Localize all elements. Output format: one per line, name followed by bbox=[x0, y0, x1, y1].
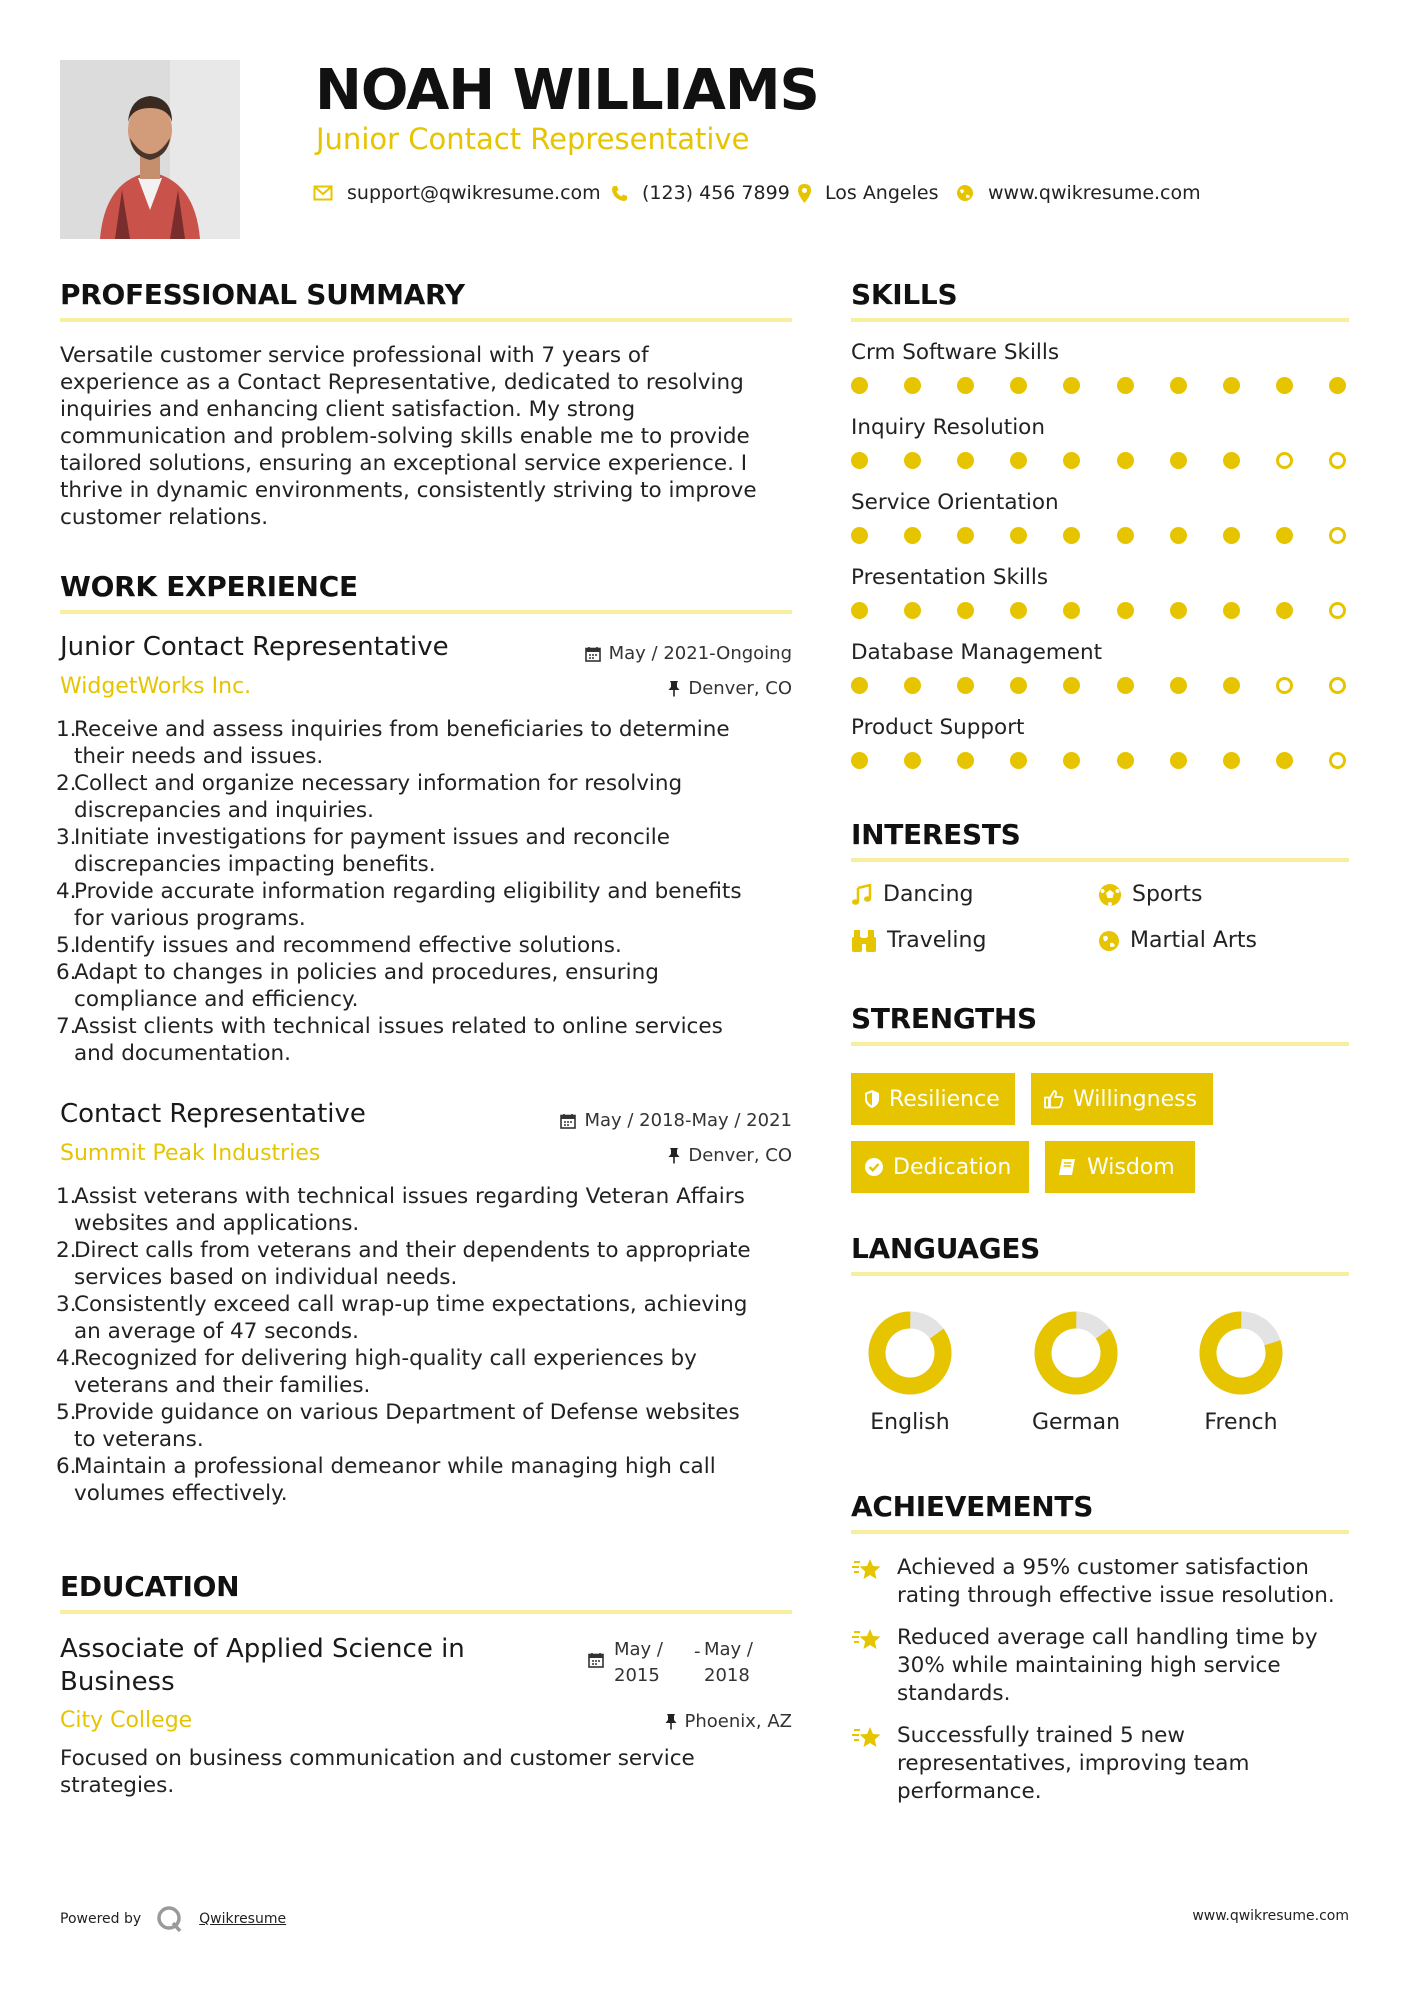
experience-divider bbox=[60, 610, 792, 614]
list-item: 3. Initiate investigations for payment issues and reconcile discrepancies impacting benefits. bbox=[56, 825, 670, 877]
rating-dot bbox=[1117, 452, 1134, 469]
star-icon bbox=[851, 1626, 883, 1654]
job-date: May / 2018-May / 2021 bbox=[560, 1110, 792, 1131]
strengths-heading: STRENGTHS bbox=[851, 1002, 1037, 1035]
rating-dot bbox=[1170, 752, 1187, 769]
achievements-heading: ACHIEVEMENTS bbox=[851, 1490, 1094, 1523]
globe-icon bbox=[1098, 930, 1120, 952]
rating-dot bbox=[1329, 527, 1346, 544]
list-item: 6. Adapt to changes in policies and procedures, ensuring compliance and efficiency. bbox=[56, 960, 659, 1012]
strengths-divider bbox=[851, 1042, 1349, 1046]
language-name: French bbox=[1204, 1410, 1278, 1435]
skill-item bbox=[851, 715, 1351, 790]
languages-heading: LANGUAGES bbox=[851, 1232, 1041, 1265]
education-divider bbox=[60, 1610, 792, 1614]
phone-text: (123) 456 7899 bbox=[642, 182, 790, 204]
check-circle-icon bbox=[864, 1157, 884, 1177]
rating-dot bbox=[1170, 452, 1187, 469]
rating-dot bbox=[904, 452, 921, 469]
rating-dot bbox=[1276, 452, 1293, 469]
rating-dot bbox=[1329, 377, 1346, 394]
email-text: support@qwikresume.com bbox=[347, 182, 601, 204]
list-item: 7. Assist clients with technical issues related to online services and documentation. bbox=[56, 1014, 723, 1066]
rating-dot bbox=[1117, 677, 1134, 694]
skill-name: Presentation Skills bbox=[851, 565, 1049, 590]
rating-dot bbox=[1329, 452, 1346, 469]
skill-rating bbox=[851, 752, 1346, 769]
rating-dot bbox=[1010, 527, 1027, 544]
school-name: City College bbox=[60, 1708, 193, 1733]
list-item: 4. Provide accurate information regarding eligibility and benefits for various programs. bbox=[56, 879, 742, 931]
gauge-fill bbox=[865, 1308, 955, 1398]
envelope-icon bbox=[313, 185, 333, 201]
language-gauge bbox=[1196, 1308, 1286, 1398]
language-name: English bbox=[870, 1410, 950, 1435]
rating-dot bbox=[1276, 677, 1293, 694]
languages-divider bbox=[851, 1272, 1349, 1276]
skill-name: Inquiry Resolution bbox=[851, 415, 1045, 440]
book-icon bbox=[1058, 1157, 1078, 1177]
language-gauge bbox=[1031, 1308, 1121, 1398]
rating-dot bbox=[1170, 602, 1187, 619]
rating-dot bbox=[1329, 677, 1346, 694]
interest-sports: Sports bbox=[1098, 882, 1203, 907]
gauge-fill bbox=[1031, 1308, 1121, 1398]
footer-branding bbox=[60, 1904, 286, 1934]
rating-dot bbox=[904, 677, 921, 694]
rating-dot bbox=[1329, 602, 1346, 619]
skills-divider bbox=[851, 318, 1349, 322]
experience-heading: WORK EXPERIENCE bbox=[60, 570, 358, 603]
degree-title: Associate of Applied Science in Business bbox=[60, 1634, 465, 1697]
rating-dot bbox=[1063, 602, 1080, 619]
achievement-item: Successfully trained 5 new representatives, improving team performance. bbox=[851, 1722, 1351, 1806]
rating-dot bbox=[904, 527, 921, 544]
strength-willingness: Willingness bbox=[1031, 1073, 1213, 1125]
rating-dot bbox=[1117, 377, 1134, 394]
achievements-divider bbox=[851, 1530, 1349, 1534]
candidate-name: NOAH WILLIAMS bbox=[315, 58, 819, 123]
list-item: 2. Direct calls from veterans and their dependents to appropriate services based on individual needs. bbox=[56, 1238, 751, 1290]
qwikresume-logo-icon bbox=[155, 1904, 185, 1934]
rating-dot bbox=[1010, 452, 1027, 469]
phone-icon bbox=[611, 185, 628, 202]
globe-icon bbox=[956, 184, 974, 202]
list-item: 2. Collect and organize necessary information for resolving discrepancies and inquiries. bbox=[56, 771, 683, 823]
skills-list bbox=[851, 340, 1351, 790]
job-responsibilities bbox=[56, 716, 796, 1067]
education-heading: EDUCATION bbox=[60, 1570, 240, 1603]
list-item: 5. Provide guidance on various Department of Defense websites to veterans. bbox=[56, 1400, 740, 1452]
contact-location bbox=[798, 178, 938, 208]
rating-dot bbox=[1063, 452, 1080, 469]
rating-dot bbox=[1063, 752, 1080, 769]
skill-name: Crm Software Skills bbox=[851, 340, 1060, 365]
interests-divider bbox=[851, 858, 1349, 862]
language-gauge bbox=[865, 1308, 955, 1398]
job-title: Junior Contact Representative bbox=[60, 632, 449, 662]
list-item: 5. Identify issues and recommend effective solutions. bbox=[56, 933, 622, 958]
contact-email[interactable] bbox=[313, 178, 601, 208]
interests-heading: INTERESTS bbox=[851, 818, 1021, 851]
rating-dot bbox=[1223, 452, 1240, 469]
shield-icon bbox=[864, 1089, 880, 1109]
pushpin-icon bbox=[668, 680, 680, 697]
skill-item bbox=[851, 340, 1351, 415]
rating-dot bbox=[1223, 377, 1240, 394]
rating-dot bbox=[1117, 602, 1134, 619]
skill-rating bbox=[851, 677, 1346, 694]
rating-dot bbox=[904, 377, 921, 394]
rating-dot bbox=[1117, 527, 1134, 544]
footer-website[interactable]: www.qwikresume.com bbox=[1192, 1908, 1349, 1924]
rating-dot bbox=[1010, 677, 1027, 694]
education-location: Phoenix, AZ bbox=[665, 1711, 793, 1732]
rating-dot bbox=[1276, 527, 1293, 544]
music-note-icon bbox=[851, 884, 873, 906]
rating-dot bbox=[851, 452, 868, 469]
rating-dot bbox=[1329, 752, 1346, 769]
summary-text: Versatile customer service professional with 7 years of experience as a Contact Representative, dedicated to resolving inquiries and enhancing client satisfaction. My strong communication and problem-solving skills enable me to provide tailored solutions, ensuring an exceptional service experience. I thrive in dynamic environments, consistently striving to improve customer relations. bbox=[60, 343, 757, 530]
rating-dot bbox=[851, 377, 868, 394]
rating-dot bbox=[1170, 677, 1187, 694]
calendar-icon bbox=[588, 1652, 604, 1668]
summary-heading: PROFESSIONAL SUMMARY bbox=[60, 278, 465, 311]
powered-by-text: Powered by bbox=[60, 1911, 142, 1927]
rating-dot bbox=[1276, 377, 1293, 394]
skill-rating bbox=[851, 527, 1346, 544]
job-company: WidgetWorks Inc. bbox=[60, 674, 252, 699]
star-icon bbox=[851, 1556, 883, 1584]
rating-dot bbox=[851, 602, 868, 619]
skill-rating bbox=[851, 452, 1346, 469]
soccer-ball-icon bbox=[1098, 883, 1122, 907]
skill-name: Service Orientation bbox=[851, 490, 1059, 515]
rating-dot bbox=[1010, 602, 1027, 619]
star-icon bbox=[851, 1724, 883, 1752]
thumbs-up-icon bbox=[1044, 1089, 1064, 1109]
job-location: Denver, CO bbox=[668, 1145, 792, 1166]
rating-dot bbox=[1063, 527, 1080, 544]
skill-item bbox=[851, 565, 1351, 640]
qwikresume-link[interactable]: Qwikresume bbox=[199, 1911, 287, 1927]
calendar-icon bbox=[560, 1113, 576, 1129]
interest-traveling: Traveling bbox=[851, 928, 986, 953]
list-item: 6. Maintain a professional demeanor while managing high call volumes effectively. bbox=[56, 1454, 716, 1506]
list-item: 1. Receive and assess inquiries from beneficiaries to determine their needs and issues. bbox=[56, 717, 730, 769]
interest-martial-arts: Martial Arts bbox=[1098, 928, 1257, 953]
list-item: 4. Recognized for delivering high-quality call experiences by veterans and their families. bbox=[56, 1346, 697, 1398]
skill-name: Product Support bbox=[851, 715, 1025, 740]
strength-resilience: Resilience bbox=[851, 1073, 1015, 1125]
rating-dot bbox=[957, 377, 974, 394]
rating-dot bbox=[1223, 602, 1240, 619]
rating-dot bbox=[1276, 602, 1293, 619]
rating-dot bbox=[904, 602, 921, 619]
rating-dot bbox=[851, 752, 868, 769]
binoculars-icon bbox=[851, 929, 877, 953]
rating-dot bbox=[957, 452, 974, 469]
calendar-icon bbox=[585, 646, 601, 662]
rating-dot bbox=[957, 752, 974, 769]
achievement-item: Achieved a 95% customer satisfaction rating through effective issue resolution. bbox=[851, 1554, 1351, 1610]
rating-dot bbox=[1063, 377, 1080, 394]
rating-dot bbox=[1223, 527, 1240, 544]
rating-dot bbox=[851, 527, 868, 544]
education-dates: May / 2015 - May / 2018 bbox=[588, 1637, 753, 1689]
rating-dot bbox=[957, 602, 974, 619]
rating-dot bbox=[851, 677, 868, 694]
rating-dot bbox=[1010, 752, 1027, 769]
rating-dot bbox=[1276, 752, 1293, 769]
education-description: Focused on business communication and customer service strategies. bbox=[60, 1746, 695, 1798]
skill-rating bbox=[851, 377, 1346, 394]
languages-list bbox=[851, 1308, 1349, 1448]
interest-dancing: Dancing bbox=[851, 882, 973, 907]
summary-divider bbox=[60, 318, 792, 322]
job-company: Summit Peak Industries bbox=[60, 1141, 321, 1166]
rating-dot bbox=[1223, 677, 1240, 694]
profile-photo bbox=[60, 60, 240, 239]
rating-dot bbox=[1063, 677, 1080, 694]
strength-wisdom: Wisdom bbox=[1045, 1141, 1195, 1193]
pushpin-icon bbox=[668, 1147, 680, 1164]
location-text: Los Angeles bbox=[825, 182, 939, 204]
rating-dot bbox=[1117, 752, 1134, 769]
rating-dot bbox=[957, 677, 974, 694]
pushpin-icon bbox=[665, 1713, 677, 1730]
skill-rating bbox=[851, 602, 1346, 619]
rating-dot bbox=[1170, 377, 1187, 394]
skill-item bbox=[851, 415, 1351, 490]
job-location: Denver, CO bbox=[668, 678, 792, 699]
rating-dot bbox=[1223, 752, 1240, 769]
list-item: 3. Consistently exceed call wrap-up time expectations, achieving an average of 47 seconds. bbox=[56, 1292, 748, 1344]
skill-name: Database Management bbox=[851, 640, 1103, 665]
rating-dot bbox=[957, 527, 974, 544]
strength-dedication: Dedication bbox=[851, 1141, 1029, 1193]
contact-phone[interactable] bbox=[611, 178, 790, 208]
job-date: May / 2021-Ongoing bbox=[585, 643, 792, 664]
map-pin-icon bbox=[798, 184, 811, 203]
rating-dot bbox=[904, 752, 921, 769]
rating-dot bbox=[1010, 377, 1027, 394]
language-name: German bbox=[1031, 1410, 1121, 1435]
skills-heading: SKILLS bbox=[851, 278, 958, 311]
contact-website[interactable] bbox=[956, 178, 1201, 208]
job-title: Contact Representative bbox=[60, 1099, 366, 1129]
skill-item bbox=[851, 490, 1351, 565]
list-item: 1. Assist veterans with technical issues regarding Veteran Affairs websites and applications. bbox=[56, 1184, 745, 1236]
website-text: www.qwikresume.com bbox=[988, 182, 1201, 204]
rating-dot bbox=[1170, 527, 1187, 544]
candidate-title: Junior Contact Representative bbox=[316, 122, 750, 156]
skill-item bbox=[851, 640, 1351, 715]
job-responsibilities bbox=[56, 1183, 796, 1507]
achievement-item: Reduced average call handling time by 30% while maintaining high service standards. bbox=[851, 1624, 1351, 1708]
